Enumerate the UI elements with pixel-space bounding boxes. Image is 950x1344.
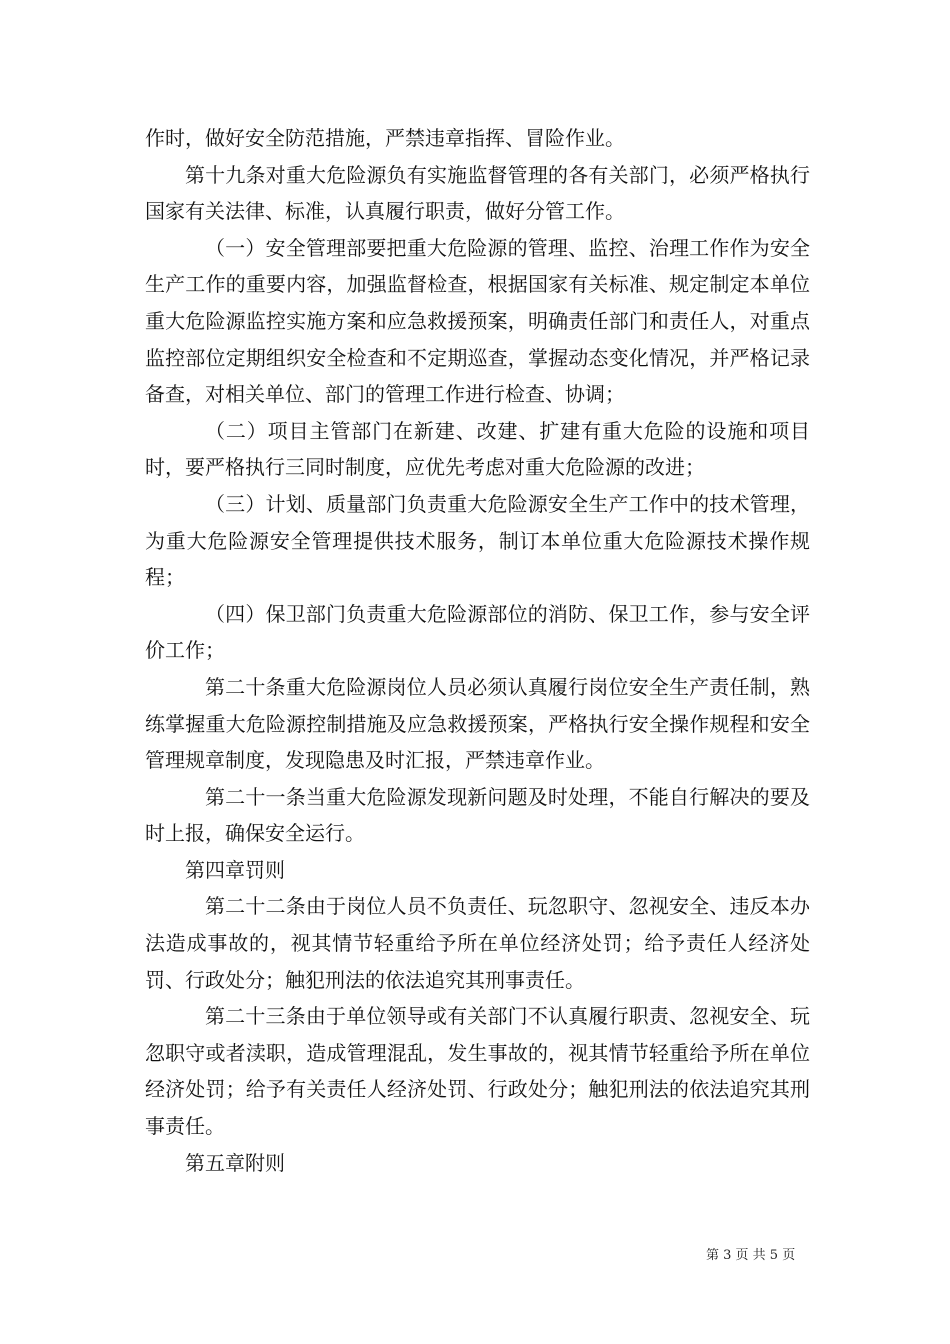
paragraph-article-22: 第二十二条由于岗位人员不负责任、玩忽职守、忽视安全、违反本办法造成事故的，视其情节轻重给予所在单位经济处罚；给予责任人经济处罚、行政处分；触犯刑法的依法追究其刑事责任。: [145, 894, 810, 992]
paragraph-article-23: 第二十三条由于单位领导或有关部门不认真履行职责、忽视安全、玩忽职守或者渎职，造成管理混乱，发生事故的，视其情节轻重给予所在单位经济处罚；给予有关责任人经济处罚、行政处分；触犯刑法的依法追究其刑事责任。: [145, 1004, 810, 1139]
paragraph-article-19: 第十九条对重大危险源负有实施监督管理的各有关部门，必须严格执行国家有关法律、标准，认真履行职责，做好分管工作。: [145, 162, 810, 224]
document-body: [145, 120, 810, 1181]
paragraph-continuation: 作时，做好安全防范措施，严禁违章指挥、冒险作业。: [145, 126, 625, 150]
paragraph-article-20: 第二十条重大危险源岗位人员必须认真履行岗位安全生产责任制，熟练掌握重大危险源控制措施及应急救援预案，严格执行安全操作规程和安全管理规章制度，发现隐患及时汇报，严禁违章作业。: [145, 674, 810, 773]
page-number-footer: 第 3 页 共 5 页: [706, 1248, 796, 1263]
chapter-heading-supplementary: 第五章附则: [185, 1150, 285, 1175]
paragraph-item-3: （三）计划、质量部门负责重大危险源安全生产工作中的技术管理，为重大危险源安全管理提供技术服务，制订本单位重大危险源技术操作规程；: [145, 491, 810, 590]
paragraph-item-1: （一）安全管理部要把重大危险源的管理、监控、治理工作作为安全生产工作的重要内容，加强监督检查，根据国家有关标准、规定制定本单位重大危险源监控实施方案和应急救援预案，明确责任部门和责任人，对重点监控部位定期组织安全检查和不定期巡查，掌握动态变化情况，并严格记录备查，对相关单位、部门的管理工作进行检查、协调；: [145, 235, 810, 407]
paragraph-item-4: （四）保卫部门负责重大危险源部位的消防、保卫工作，参与安全评价工作；: [145, 601, 810, 663]
chapter-heading-penalties: 第四章罚则: [185, 857, 285, 882]
paragraph-article-21: 第二十一条当重大危险源发现新问题及时处理，不能自行解决的要及时上报，确保安全运行。: [145, 784, 810, 846]
paragraph-item-2: （二）项目主管部门在新建、改建、扩建有重大危险的设施和项目时，要严格执行三同时制度，应优先考虑对重大危险源的改进；: [145, 418, 810, 480]
